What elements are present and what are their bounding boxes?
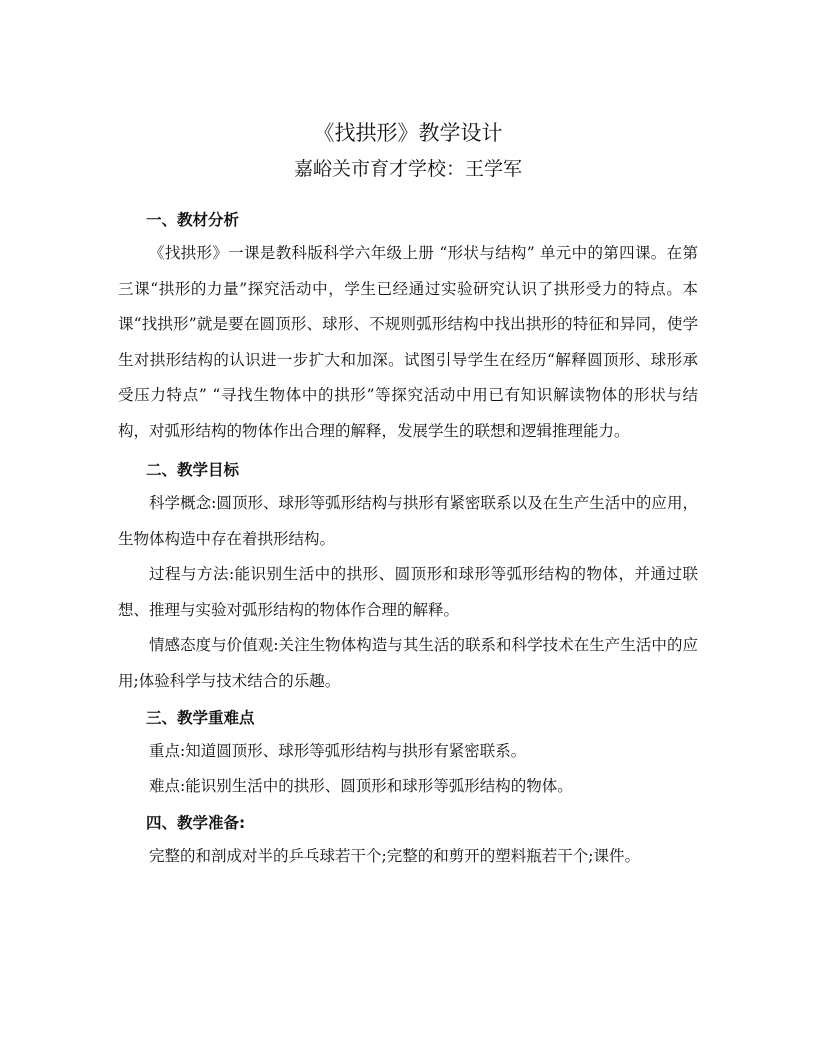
section-heading-material-analysis: 一、教材分析 — [146, 211, 240, 229]
section-heading-key-difficult-points: 三、教学重难点 — [146, 709, 255, 727]
document-title: 《找拱形》教学设计 — [313, 121, 503, 145]
document-body — [118, 204, 698, 874]
document-author: 嘉峪关市育才学校：王学军 — [293, 158, 522, 180]
section-heading-teaching-objectives: 二、教学目标 — [146, 461, 240, 479]
paragraph-material-analysis: 《找拱形》一课是教科版科学六年级上册 “形状与结构” 单元中的第四课。在第三课“拱形的力量”探究活动中，学生已经通过实验研究认识了拱形受力的特点。本课“找拱形”就是要在圆顶形、球形、不规则弧形结构中找出拱形的特征和异同，使学生对拱形结构的认识进一步扩大和加深。试图引导学生在经历“解释圆顶形、球形承受压力特点” “寻找生物体中的拱形”等探究活动中用已有知识解读物体的形状与结构，对弧形结构的物体作出合理的解释，发展学生的联想和逻辑推理能力。 — [118, 244, 698, 440]
section-heading-teaching-preparation: 四、教学准备: — [146, 814, 246, 832]
paragraph-difficult-point: 难点:能识别生活中的拱形、圆顶形和球形等弧形结构的物体。 — [149, 777, 573, 795]
paragraph-process-methods: 过程与方法:能识别生活中的拱形、圆顶形和球形等弧形结构的物体，并通过联想、推理与实验对弧形结构的物体作合理的解释。 — [118, 565, 698, 619]
paragraph-key-point: 重点:知道圆顶形、球形等弧形结构与拱形有紧密联系。 — [149, 742, 527, 760]
paragraph-attitudes-values: 情感态度与价值观:关注生物体构造与其生活的联系和科学技术在生产生活中的应用;体验科学与技术结合的乐趣。 — [118, 636, 698, 690]
paragraph-science-concepts: 科学概念:圆顶形、球形等弧形结构与拱形有紧密联系以及在生产生活中的应用，生物体构造中存在着拱形结构。 — [118, 494, 698, 548]
paragraph-preparation-materials: 完整的和剖成对半的乒乓球若干个;完整的和剪开的塑料瓶若干个;课件。 — [149, 847, 640, 865]
